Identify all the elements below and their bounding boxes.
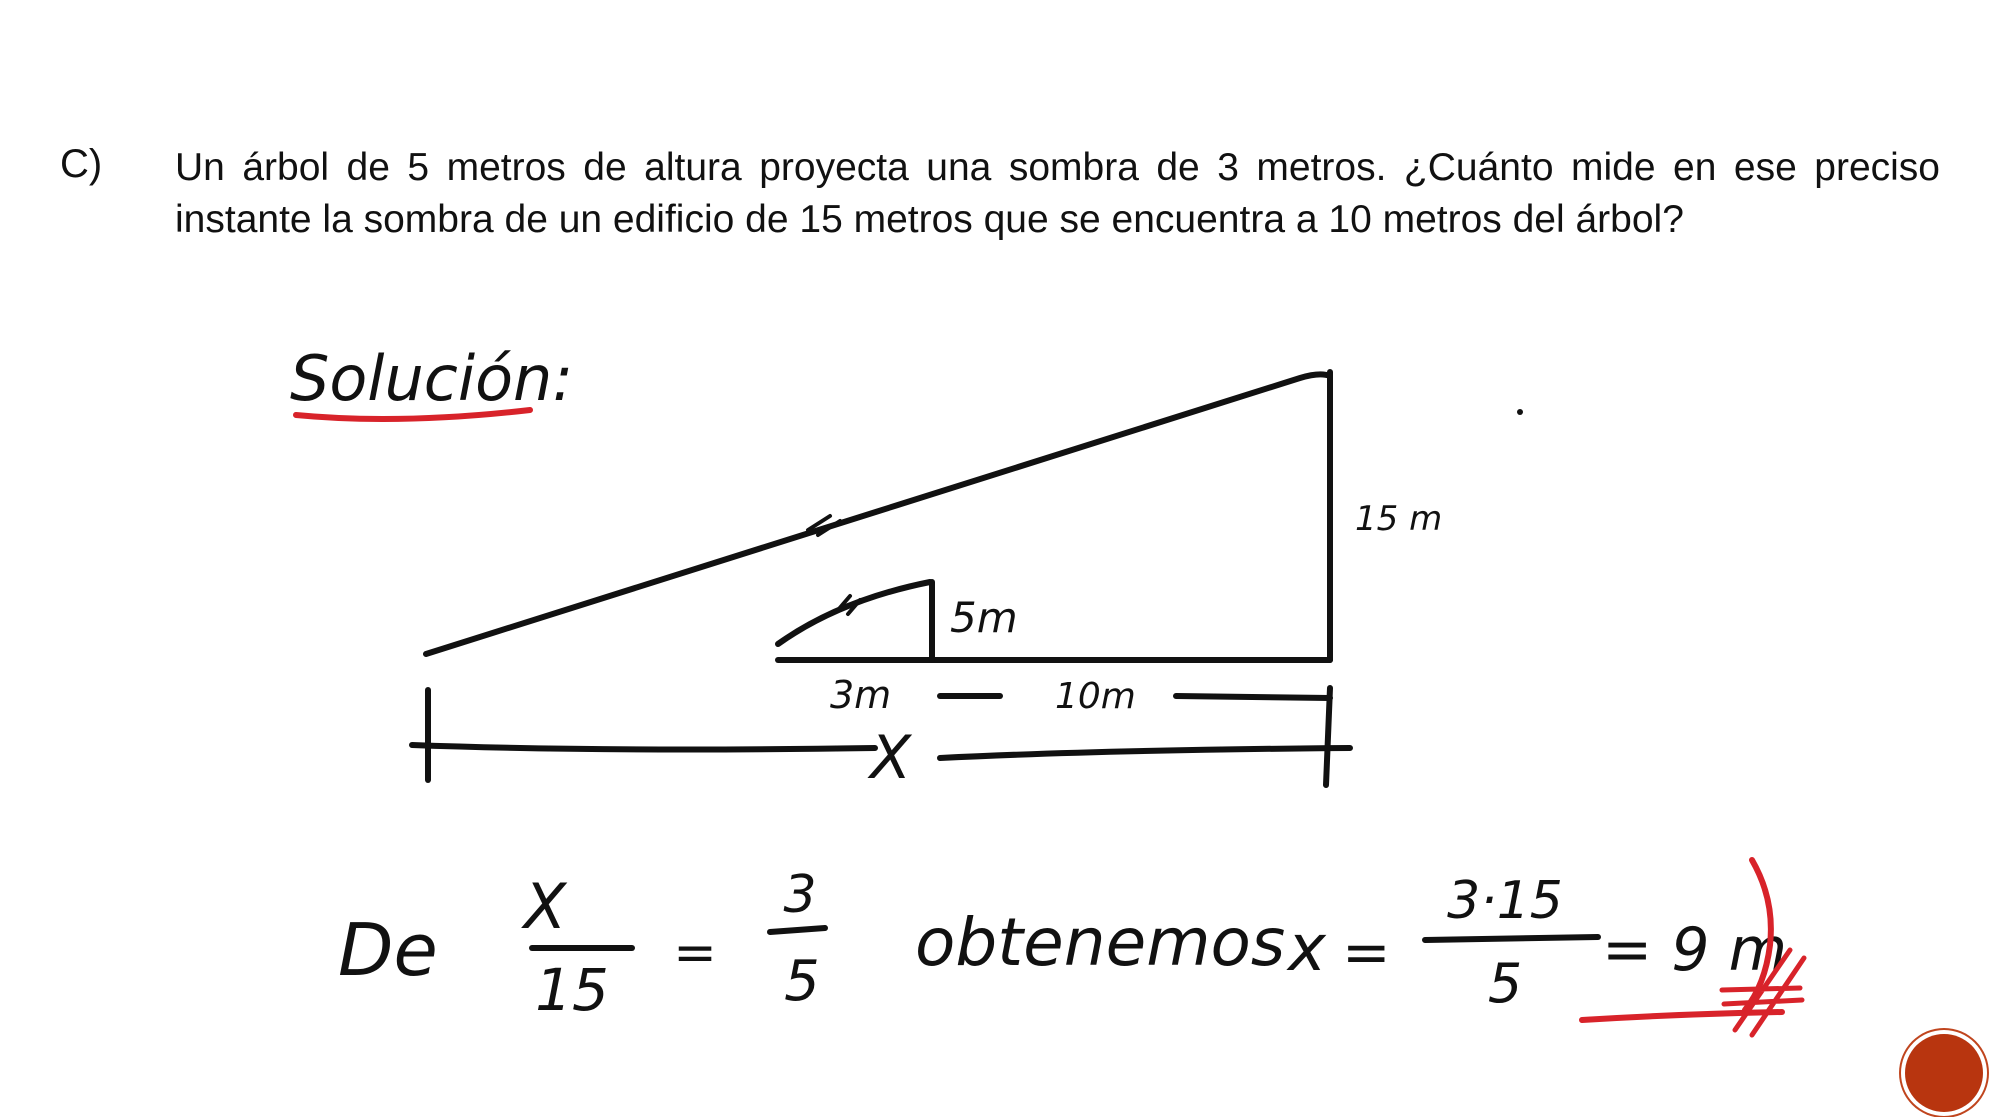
- large-hypotenuse: [426, 374, 1330, 654]
- right-fraction-bar: [770, 928, 825, 932]
- distance-label: 10m: [1055, 676, 1136, 717]
- stray-dot: [1517, 409, 1523, 415]
- building-height-label: 15 m: [1355, 499, 1443, 539]
- problem-text: Un árbol de 5 metros de altura proyecta una sombra de 3 metros. ¿Cuánto mide en ese preciso instante la sombra de un edificio de 15 metros que se encuentra a 10 metros del árbol?: [175, 146, 1940, 241]
- proportion-equation: [338, 860, 1804, 1035]
- x-left-arrow: [412, 745, 875, 749]
- result-numerator: 3·15: [1447, 871, 1563, 931]
- problem-label: C): [60, 142, 103, 186]
- small-hypotenuse: [778, 582, 930, 644]
- result-fraction-bar: [1425, 937, 1598, 940]
- result-denominator: 5: [1487, 952, 1523, 1015]
- right-denominator: 5: [784, 949, 820, 1014]
- x-right-bar: [1326, 688, 1330, 785]
- next-slide-button[interactable]: [1905, 1034, 1983, 1112]
- dist-right-arrow: [1176, 696, 1330, 698]
- result-underline: [1582, 1012, 1782, 1020]
- second-equals: =: [1342, 918, 1391, 986]
- solution-heading: Solución:: [290, 342, 574, 415]
- tree-shadow-label: 3m: [830, 673, 892, 717]
- equation-connector: obtenemos: [915, 904, 1286, 981]
- first-equals: =: [673, 923, 717, 983]
- unknown-x-label: X: [870, 723, 912, 793]
- equation-intro: De: [338, 908, 438, 992]
- left-denominator: 15: [535, 956, 609, 1024]
- tree-height-label: 5m: [950, 593, 1018, 642]
- x-right-arrow: [940, 748, 1350, 758]
- result-value: = 9 m: [1602, 915, 1788, 985]
- right-numerator: 3: [783, 865, 817, 925]
- left-numerator: X: [523, 870, 567, 943]
- equation-variable: x: [1288, 912, 1326, 986]
